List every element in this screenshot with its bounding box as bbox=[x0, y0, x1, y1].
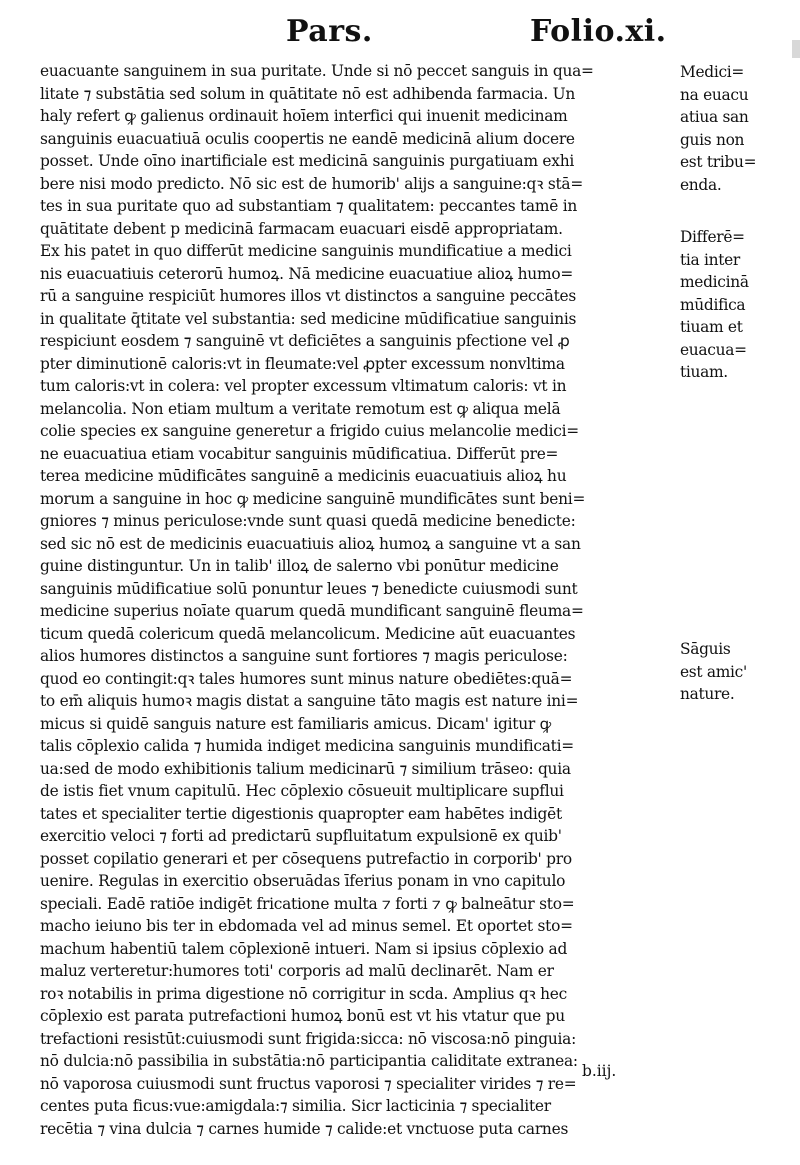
text-line: posset. Unde oīno inartificiale est medicinā sanguinis purgatiuam exhi bbox=[40, 152, 575, 170]
margin-note-line: enda. bbox=[680, 175, 722, 194]
text-line: respiciunt eosdem ⁊ sanguinē vt deficiētes a sanguinis pfectione vel ꝓ bbox=[40, 332, 570, 350]
text-line: nis euacuatiuis ceterorū humoꝝ. Nā medicine euacuatiue alioꝝ humo= bbox=[40, 264, 573, 283]
page-edge-shadow bbox=[792, 40, 800, 58]
text-line: recētia ⁊ vina dulcia ⁊ carnes humide ⁊ calide:et vnctuose puta carnes bbox=[40, 1119, 569, 1138]
text-line: maluz verteretur:humores toti' corporis ad malū declinarēt. Nam er bbox=[40, 962, 554, 980]
margin-note-differentia bbox=[680, 226, 794, 384]
text-line: guine distinguntur. Un in talib' illoꝝ de salerno vbi ponūtur medicine bbox=[40, 557, 559, 575]
text-line: Ex his patet in quo differūt medicine sanguinis mundificatiue a medici bbox=[40, 242, 572, 260]
text-line: ua:sed de modo exhibitionis talium medicinarū ⁊ similium trāseo: quia bbox=[40, 759, 571, 778]
margin-note-line: na euacu bbox=[680, 85, 749, 104]
text-line: uenire. Regulas in exercitio obseruādas īferius ponam in vno capitulo bbox=[40, 872, 566, 890]
text-line: in qualitate q̄titate vel substantia: sed medicine mūdificatiue sanguinis bbox=[40, 309, 577, 328]
text-line: morum a sanguine in hoc ꝙ medicine sanguinē mundificātes sunt beni= bbox=[40, 489, 586, 508]
text-line: machum habentiū talem cōplexionē intueri. Nam si ipsius cōplexio ad bbox=[40, 939, 568, 958]
text-line: euacuante sanguinem in sua puritate. Unde si nō peccet sanguis in qua= bbox=[40, 62, 594, 80]
text-line: nō vaporosa cuiusmodi sunt fructus vaporosi ⁊ specialiter virides ⁊ re= bbox=[40, 1074, 577, 1093]
text-line: terea medicine mūdificātes sanguinē a medicinis euacuatiuis alioꝝ hu bbox=[40, 467, 567, 485]
text-line: to em̄ aliquis humoꝛ magis distat a sanguine tāto magis est nature ini= bbox=[40, 692, 579, 710]
text-line: tes in sua puritate quo ad substantiam ⁊ qualitatem: peccantes tamē in bbox=[40, 197, 578, 215]
text-line: quod eo contingit:qꝛ tales humores sunt minus nature obediētes:quā= bbox=[40, 669, 573, 688]
margin-note-line: nature. bbox=[680, 685, 735, 703]
text-line: gniores ⁊ minus periculose:vnde sunt quasi quedā medicine benedicte: bbox=[40, 512, 576, 530]
margin-note-line: est tribu= bbox=[680, 153, 757, 171]
text-line: micus si quidē sanguis nature est familiaris amicus. Dicam' igitur ꝙ bbox=[40, 714, 551, 733]
text-line: tates et specialiter tertie digestionis quapropter eam habētes indigēt bbox=[40, 804, 562, 823]
margin-note-line: tia inter bbox=[680, 250, 740, 269]
margin-note-line: atiua san bbox=[680, 108, 749, 126]
text-line: macho ieiuno bis ter in ebdomada vel ad minus semel. Et oportet sto= bbox=[40, 917, 573, 935]
text-line: nō dulcia:nō passibilia in substātia:nō participantia caliditate extranea: bbox=[40, 1052, 578, 1070]
margin-note-line: tiuam et bbox=[680, 318, 743, 336]
text-line: haly refert ꝙ galienus ordinauit hoīem interfici qui inuenit medicinam bbox=[40, 107, 568, 125]
main-text-column bbox=[40, 60, 676, 1140]
text-line: bere nisi modo predicto. Nō sic est de humorib' alijs a sanguine:qꝛ stā= bbox=[40, 174, 583, 193]
text-line: trefactioni resistūt:cuiusmodi sunt frigida:sicca: nō viscosa:nō pinguia: bbox=[40, 1029, 577, 1048]
text-line: rū a sanguine respiciūt humores illos vt distinctos a sanguine peccātes bbox=[40, 287, 577, 305]
text-line: sanguinis mūdificatiue solū ponuntur leues ⁊ benedicte cuiusmodi sunt bbox=[40, 579, 578, 598]
text-line: alios humores distinctos a sanguine sunt fortiores ⁊ magis periculose: bbox=[40, 647, 568, 665]
text-line: cōplexio est parata putrefactioni humoꝝ bonū est vt his vtatur que pu bbox=[40, 1007, 565, 1025]
margin-note-line: tiuam. bbox=[680, 363, 728, 381]
text-line: roꝛ notabilis in prima digestione nō corrigitur in scda. Amplius qꝛ hec bbox=[40, 984, 568, 1003]
text-line: talis cōplexio calida ⁊ humida indiget medicina sanguinis mundificati= bbox=[40, 737, 574, 755]
text-line: colie species ex sanguine generetur a frigido cuius melancolie medici= bbox=[40, 422, 579, 440]
text-line: ne euacuatiua etiam vocabitur sanguinis mūdificatiua. Differūt pre= bbox=[40, 444, 559, 463]
margin-note-line: mūdifica bbox=[680, 295, 746, 314]
margin-note-sanguis bbox=[680, 638, 794, 706]
text-line: de istis fiet vnum capitulū. Hec cōplexio cōsueuit multiplicare supflui bbox=[40, 782, 564, 800]
margin-note-line: Medici= bbox=[680, 63, 744, 81]
margin-note-line: medicinā bbox=[680, 273, 749, 291]
text-line: medicine superius noīate quarum quedā mundificant sanguinē fleuma= bbox=[40, 602, 584, 620]
margin-note-line: est amic' bbox=[680, 662, 747, 681]
text-line: sanguinis euacuatiuā oculis coopertis ne eandē medicinā alium docere bbox=[40, 129, 575, 148]
margin-note-line: euacua= bbox=[680, 340, 747, 359]
text-line: tum caloris:vt in colera: vel propter excessum vltimatum caloris: vt in bbox=[40, 377, 567, 395]
margin-note-medicina bbox=[680, 61, 794, 196]
text-line: sed sic nō est de medicinis euacuatiuis alioꝝ humoꝝ a sanguine vt a san bbox=[40, 534, 581, 553]
text-line: exercitio veloci ⁊ forti ad predictarū supfluitatum expulsionē ex quib' bbox=[40, 827, 562, 845]
running-head-part: Pars. bbox=[286, 14, 373, 49]
text-line: litate ⁊ substātia sed solum in quātitate nō est adhibenda farmacia. Un bbox=[40, 84, 576, 103]
text-line: pter diminutionē caloris:vt in fleumate:vel ꝓpter excessum nonvltima bbox=[40, 354, 565, 373]
text-line: melancolia. Non etiam multum a veritate remotum est ꝙ aliqua melā bbox=[40, 399, 561, 418]
text-line: centes puta ficus:vue:amigdala:⁊ similia. Sicr lacticinia ⁊ specialiter bbox=[40, 1097, 551, 1115]
text-line: posset copilatio generari et per cōsequens putrefactio in corporib' pro bbox=[40, 849, 572, 868]
text-line: ticum quedā colericum quedā melancolicum. Medicine aūt euacuantes bbox=[40, 624, 576, 643]
signature-mark: b.iij. bbox=[582, 1062, 617, 1080]
folio-number: Folio.xi. bbox=[530, 14, 667, 49]
text-line: speciali. Eadē ratiōe indigēt fricatione multa ⁊ forti ⁊ ꝙ balneātur sto= bbox=[40, 894, 575, 913]
text-line: quātitate debent p medicinā farmacam euacuari eisdē appropriatam. bbox=[40, 219, 563, 238]
margin-note-line: Sāguis bbox=[680, 640, 731, 658]
margin-note-line: Differē= bbox=[680, 228, 745, 246]
margin-note-line: guis non bbox=[680, 130, 745, 149]
